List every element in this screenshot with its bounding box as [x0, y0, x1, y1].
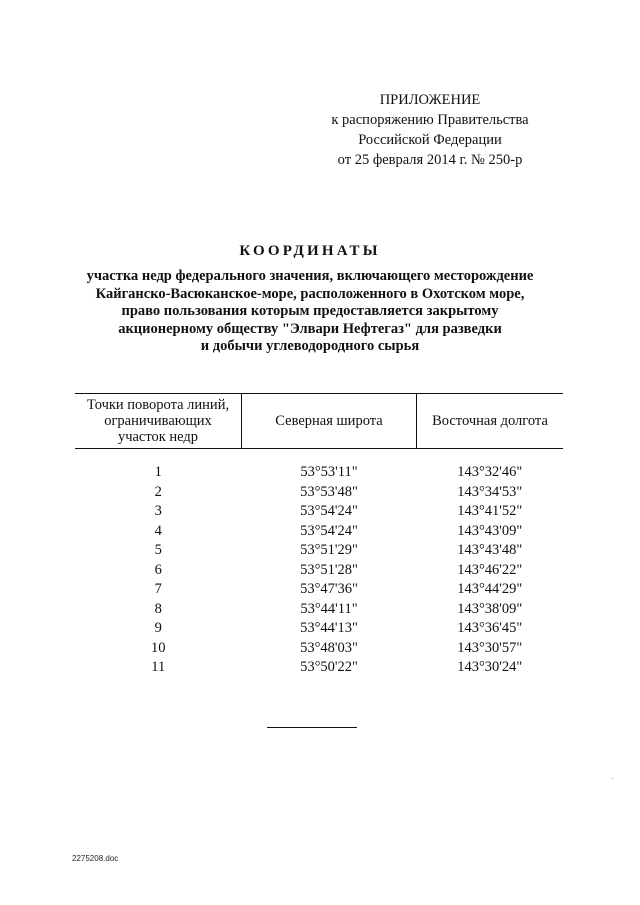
- latitude-cell: 53°53'48": [300, 483, 358, 500]
- scan-speck: [612, 778, 613, 779]
- table-row: [75, 541, 563, 561]
- latitude-cell: 53°50'22": [300, 659, 358, 675]
- longitude-cell: 143°34'53": [457, 483, 523, 500]
- longitude-cell: 143°32'46": [457, 464, 523, 480]
- point-number: 11: [151, 659, 166, 675]
- point-number: 3: [154, 503, 162, 519]
- file-name-footer: 2275208.doc: [72, 854, 119, 863]
- table-row: [75, 619, 563, 639]
- appendix-date-number: от 25 февраля 2014 г. № 250-р: [337, 152, 523, 168]
- latitude-cell: 53°51'28": [300, 561, 358, 578]
- column-header-point: Точки поворота линий, ограничивающих участок недр: [75, 394, 242, 449]
- latitude-cell: 53°48'03": [300, 639, 358, 656]
- point-number: 7: [154, 581, 162, 597]
- latitude-cell: 53°54'24": [300, 503, 358, 519]
- column-header-longitude: Восточная долгота: [417, 394, 564, 449]
- point-number: 1: [154, 464, 162, 480]
- appendix-heading: ПРИЛОЖЕНИЕ: [379, 92, 481, 108]
- point-number: 9: [154, 620, 162, 636]
- subtitle-line: и добычи углеводородного сырья: [200, 338, 420, 354]
- latitude-cell: 53°53'11": [300, 464, 358, 480]
- point-number: 2: [154, 483, 162, 500]
- table-row: [75, 561, 563, 581]
- table-row: [75, 639, 563, 659]
- appendix-block: [300, 90, 560, 170]
- point-number: 5: [154, 542, 162, 558]
- document-title: КООРДИНАТЫ: [239, 243, 381, 259]
- subtitle-line: право пользования которым предоставляется закрытому: [121, 303, 499, 319]
- appendix-line: к распоряжению Правительства: [331, 112, 529, 128]
- table-row: [75, 600, 563, 620]
- document-subtitle: [40, 268, 580, 356]
- point-number: 6: [154, 561, 162, 578]
- latitude-cell: 53°44'11": [300, 600, 358, 617]
- latitude-cell: 53°44'13": [300, 620, 358, 636]
- table-row: [75, 502, 563, 522]
- longitude-cell: 143°41'52": [457, 503, 523, 519]
- latitude-cell: 53°54'24": [300, 522, 358, 539]
- longitude-cell: 143°38'09": [457, 600, 523, 617]
- point-number: 8: [154, 600, 162, 617]
- end-separator-line: [267, 727, 357, 728]
- subtitle-line: акционерному обществу "Элвари Нефтегаз" для разведки: [118, 320, 502, 337]
- latitude-cell: 53°47'36": [300, 581, 358, 597]
- longitude-cell: 143°30'24": [457, 659, 523, 675]
- longitude-cell: 143°36'45": [457, 620, 523, 636]
- longitude-cell: 143°30'57": [457, 639, 523, 656]
- table-row: [75, 449, 563, 483]
- longitude-cell: 143°43'48": [457, 542, 523, 558]
- table-row: [75, 483, 563, 503]
- column-header-latitude: Северная широта: [242, 394, 417, 449]
- table-header-row: [75, 394, 563, 449]
- coordinates-table: [75, 393, 563, 678]
- subtitle-line: участка недр федерального значения, включающего месторождение: [86, 268, 534, 284]
- longitude-cell: 143°43'09": [457, 522, 523, 539]
- longitude-cell: 143°44'29": [457, 581, 523, 597]
- point-number: 4: [154, 522, 162, 539]
- table-row: [75, 580, 563, 600]
- appendix-line: Российской Федерации: [358, 132, 502, 148]
- longitude-cell: 143°46'22": [457, 561, 523, 578]
- table-row: [75, 658, 563, 678]
- point-number: 10: [151, 639, 166, 656]
- subtitle-line: Кайганско-Васюканское-море, расположенного в Охотском море,: [95, 285, 525, 302]
- table-row: [75, 522, 563, 542]
- latitude-cell: 53°51'29": [300, 542, 358, 558]
